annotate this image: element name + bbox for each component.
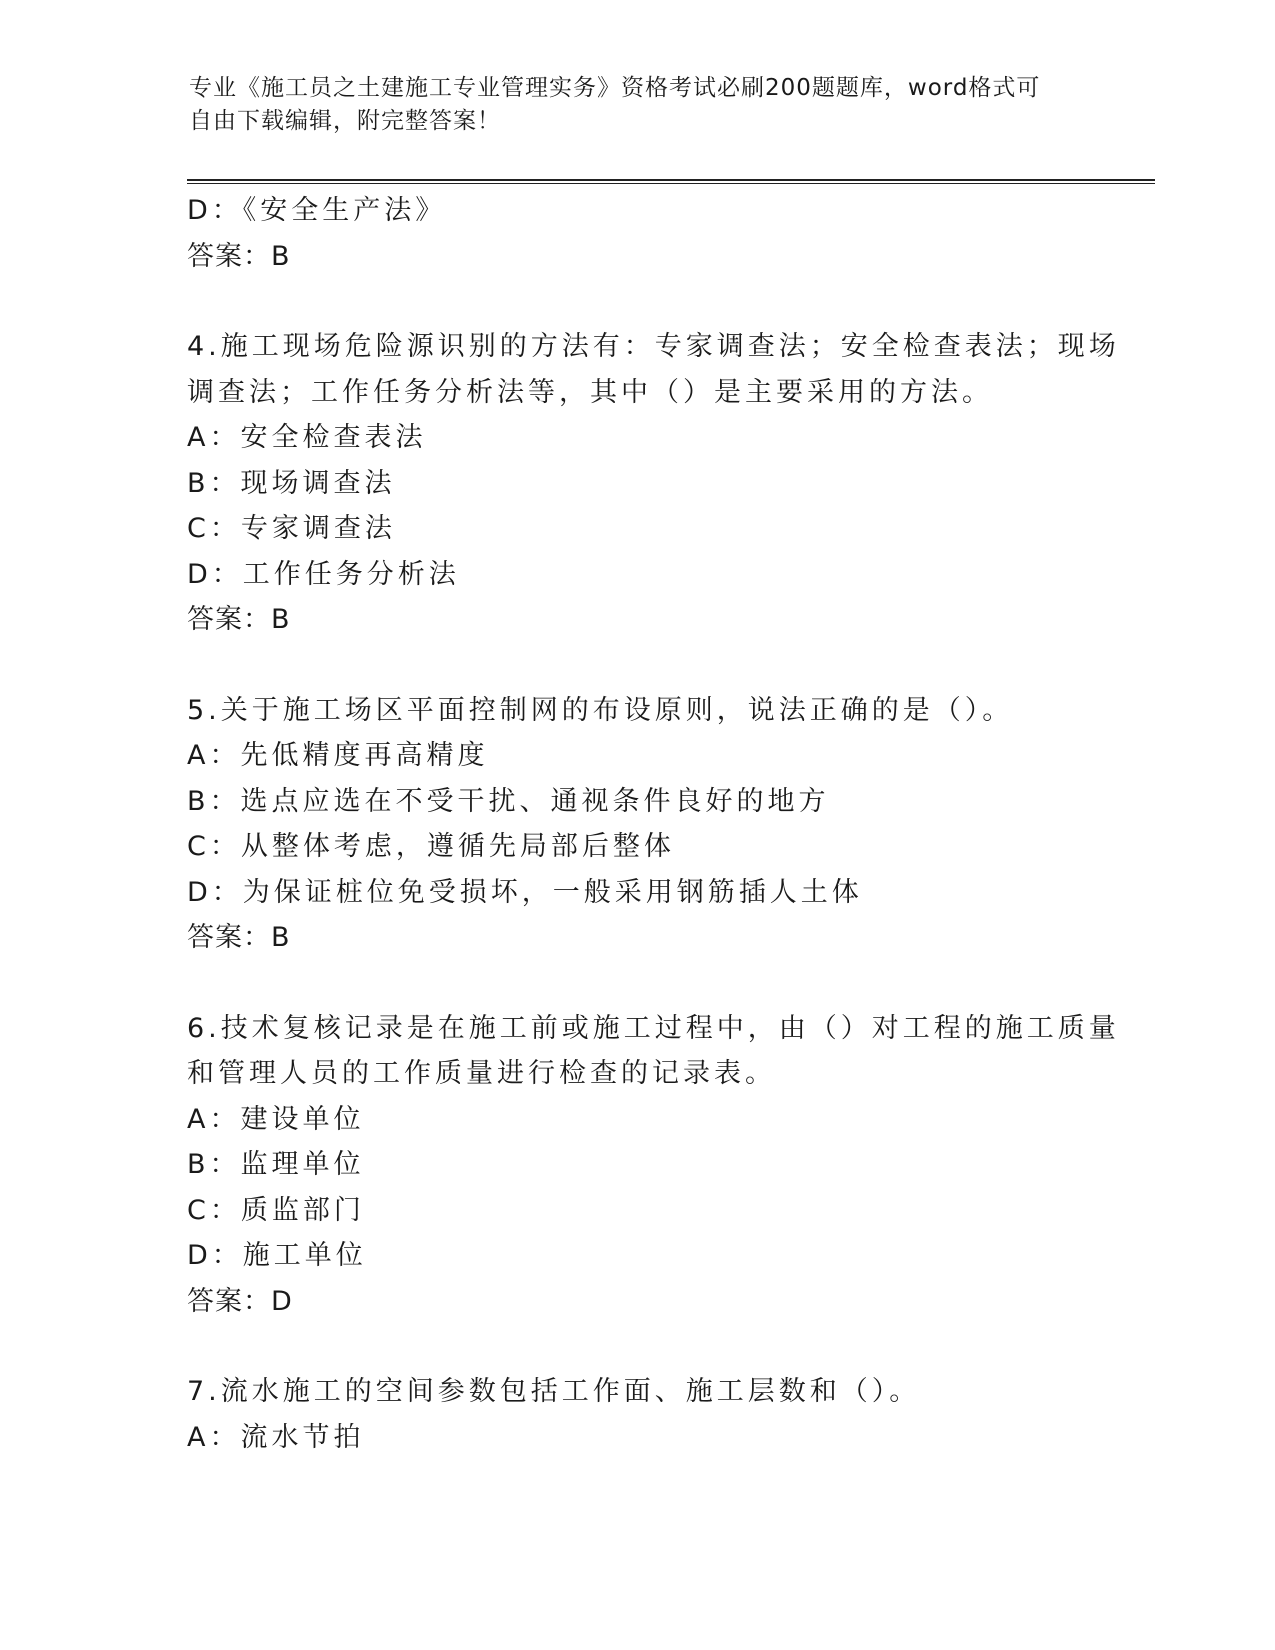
header-title-line-2: 自由下载编辑，附完整答案！ <box>189 108 501 134</box>
header-title-line-1: 专业《施工员之土建施工专业管理实务》资格考试必刷200题题库，word格式可 <box>189 75 1041 101</box>
question-stem: 6.技术复核记录是在施工前或施工过程中，由（）对工程的施工质量 <box>187 1012 1120 1044</box>
option-b: B：现场调查法 <box>187 467 396 499</box>
question-block-6 <box>187 1006 1120 1325</box>
document-header <box>189 72 1089 138</box>
option-a: A：建设单位 <box>187 1103 365 1135</box>
option-d: D：为保证桩位免受损坏，一般采用钢筋插人土体 <box>187 876 863 908</box>
spacer <box>187 643 1087 688</box>
question-list <box>187 188 1120 1460</box>
option-d: D：工作任务分析法 <box>187 558 460 590</box>
answer-line: 答案：B <box>187 922 291 953</box>
question-stem: 4.施工现场危险源识别的方法有：专家调查法；安全检查表法；现场 <box>187 331 1120 362</box>
option-c: C：从整体考虑，遵循先局部后整体 <box>187 831 675 862</box>
option-a: A：安全检查表法 <box>187 422 427 453</box>
question-block-7 <box>187 1369 1087 1460</box>
option-d: D：《安全生产法》 <box>187 195 447 226</box>
option-c: C：专家调查法 <box>187 513 396 544</box>
option-c: C：质监部门 <box>187 1194 365 1226</box>
header-divider <box>187 179 1155 184</box>
question-stem-continued: 调查法；工作任务分析法等，其中（）是主要采用的方法。 <box>187 376 993 408</box>
spacer <box>187 961 1087 1006</box>
question-block-prev <box>187 188 1087 279</box>
option-d: D：施工单位 <box>187 1240 367 1271</box>
answer-line: 答案：B <box>187 604 291 635</box>
spacer <box>187 1324 1087 1369</box>
spacer <box>187 279 1087 324</box>
option-a: A：先低精度再高精度 <box>187 740 489 771</box>
option-b: B：选点应选在不受干扰、通视条件良好的地方 <box>187 785 830 817</box>
question-stem: 5.关于施工场区平面控制网的布设原则，说法正确的是（）。 <box>187 694 1014 726</box>
question-stem: 7.流水施工的空间参数包括工作面、施工层数和（）。 <box>187 1376 921 1407</box>
answer-line: 答案：B <box>187 240 291 272</box>
question-stem-continued: 和管理人员的工作质量进行检查的记录表。 <box>187 1058 776 1089</box>
question-block-4 <box>187 324 1120 643</box>
option-a: A：流水节拍 <box>187 1421 365 1453</box>
question-block-5 <box>187 688 1087 961</box>
option-b: B：监理单位 <box>187 1149 365 1180</box>
answer-line: 答案：D <box>187 1285 293 1317</box>
